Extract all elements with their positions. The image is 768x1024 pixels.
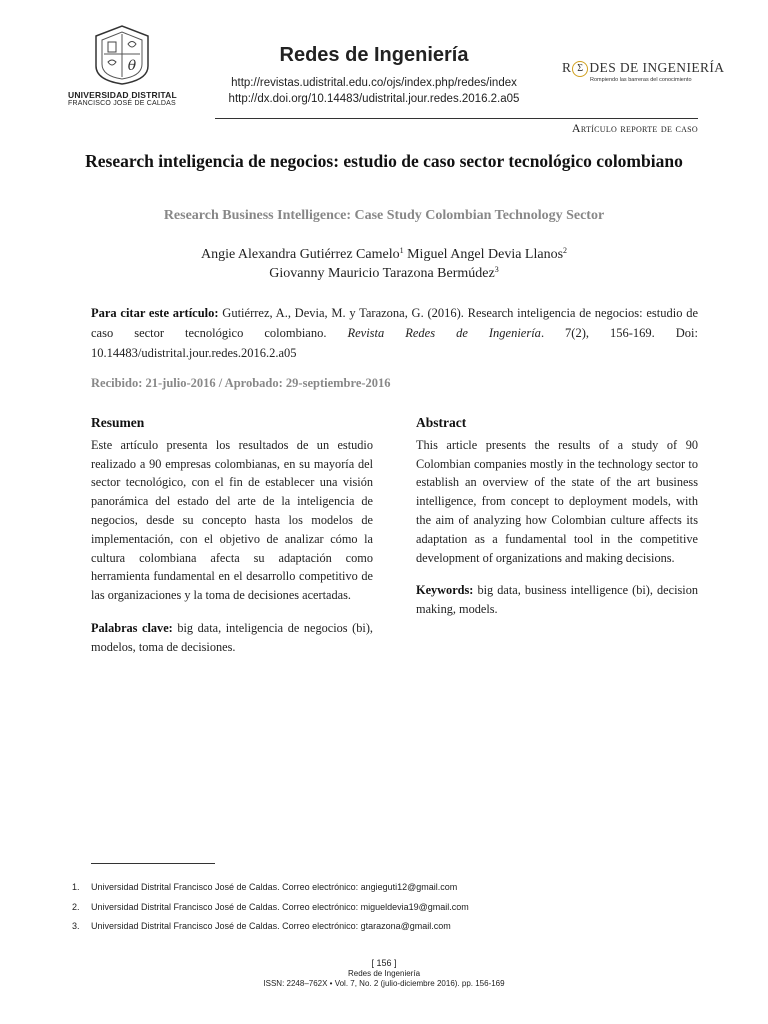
university-subname: FRANCISCO JOSÉ DE CALDAS xyxy=(68,100,176,107)
footnote-text: Universidad Distrital Francisco José de Caldas. Correo electrónico: gtarazona@gmail.com xyxy=(91,921,451,931)
footnote-text: Universidad Distrital Francisco José de Caldas. Correo electrónico: angieguti12@gmail.com xyxy=(91,882,458,892)
doi-url[interactable]: http://dx.doi.org/10.14483/udistrital.jour.redes.2016.2.a05 xyxy=(228,93,520,105)
citation xyxy=(91,303,698,363)
footnote xyxy=(72,902,698,912)
author-ref: 1 xyxy=(399,246,404,255)
footnote xyxy=(72,921,698,931)
author-name: Miguel Angel Devia Llanos xyxy=(407,247,564,262)
abstract-heading: Abstract xyxy=(416,415,467,430)
article-title-spanish: Research inteligencia de negocios: estudio de caso sector tecnológico colombiano xyxy=(85,151,683,171)
page-number: [ 156 ] xyxy=(371,958,397,968)
keywords xyxy=(416,581,698,619)
received-approved-dates: Recibido: 21-julio-2016 / Aprobado: 29-septiembre-2016 xyxy=(91,376,391,390)
author-ref: 3 xyxy=(494,265,499,274)
footer-journal: Redes de Ingeniería xyxy=(347,969,421,978)
svg-text:θ: θ xyxy=(127,58,137,74)
citation-text-end: . 7(2), 156-169. Doi: 10.14483/udistrital.jour.redes.2016.2.a05 xyxy=(91,326,698,360)
footnote xyxy=(72,882,698,892)
palabras-clave xyxy=(91,619,373,657)
keywords-list: big data, business intelligence (bi), decision making, models. xyxy=(416,583,698,617)
header-rule xyxy=(215,118,698,119)
resumen-section xyxy=(91,414,373,657)
resumen-body: Este artículo presenta los resultados de un estudio realizado a 90 empresas colombianas, en su mayoría del sector tecnológico, con el fin de establecer una visión panorámica del estado del arte de la inteligencia de negocios, desde su concepto hasta los modelos de implementación, con el objetivo de analizar cómo la cultura colombiana afecta su adaptación como herramienta fundamental en el desarrollo competitivo de las organizaciones y la toma de decisiones acertadas. xyxy=(91,437,373,603)
keywords-list: big data, inteligencia de negocios (bi), modelos, toma de decisiones. xyxy=(91,620,373,654)
redes-logo-text: DES DE INGENIERÍA xyxy=(589,60,725,75)
redes-logo-tagline: Rompiendo las barreras del conocimiento xyxy=(590,77,692,83)
article-title-english: Research Business Intelligence: Case Study Colombian Technology Sector xyxy=(163,208,605,223)
university-crest-icon xyxy=(92,22,152,86)
authors-line xyxy=(70,247,698,263)
footnote-number: 1. xyxy=(72,882,80,892)
author-name: Angie Alexandra Gutiérrez Camelo xyxy=(200,247,400,262)
footnote-number: 2. xyxy=(72,902,80,912)
redes-logo-mark: R Σ DES DE INGENIERÍA xyxy=(562,60,725,75)
footer-issn: ISSN: 2248–762X • Vol. 7, No. 2 (julio-diciembre 2016). pp. 156-169 xyxy=(263,979,505,988)
resumen-heading: Resumen xyxy=(91,415,145,430)
university-name: UNIVERSIDAD DISTRITAL xyxy=(68,90,177,100)
abstract-body: This article presents the results of a study of 90 Colombian companies mostly in the technology sector to establish an overview of the state of the art business intelligence, from concept to deployment models, with the aim of analyzing how Colombian culture affects its adaptation as a fundamental tool in the competitive development of organizations and making decisions. xyxy=(416,437,698,565)
author-name: Giovanny Mauricio Tarazona Bermúdez xyxy=(269,266,495,281)
authors-line xyxy=(70,266,698,282)
university-logo xyxy=(68,22,176,122)
keywords-label: Palabras clave: xyxy=(91,620,173,635)
footnote-rule xyxy=(91,863,215,864)
redes-logo xyxy=(562,60,725,83)
article-type: Artículo reporte de caso xyxy=(571,121,698,135)
abstract-section xyxy=(416,414,698,619)
footnote-number: 3. xyxy=(72,921,80,931)
journal-title: Redes de Ingeniería xyxy=(279,44,469,66)
keywords-label: Keywords: xyxy=(416,583,474,598)
sigma-icon: Σ xyxy=(572,61,588,77)
journal-url[interactable]: http://revistas.udistrital.edu.co/ojs/index.php/redes/index xyxy=(231,77,517,89)
citation-label: Para citar este artículo: xyxy=(91,306,219,320)
footnote-text: Universidad Distrital Francisco José de Caldas. Correo electrónico: migueldevia19@gmail.com xyxy=(91,902,469,912)
citation-text: Gutiérrez, A., Devia, M. y Tarazona, G. (2016). Research inteligencia de negocios: estudio de caso sector tecnológico colombiano. xyxy=(91,306,698,340)
author-ref: 2 xyxy=(563,246,568,255)
citation-journal: Revista Redes de Ingeniería xyxy=(347,326,541,340)
